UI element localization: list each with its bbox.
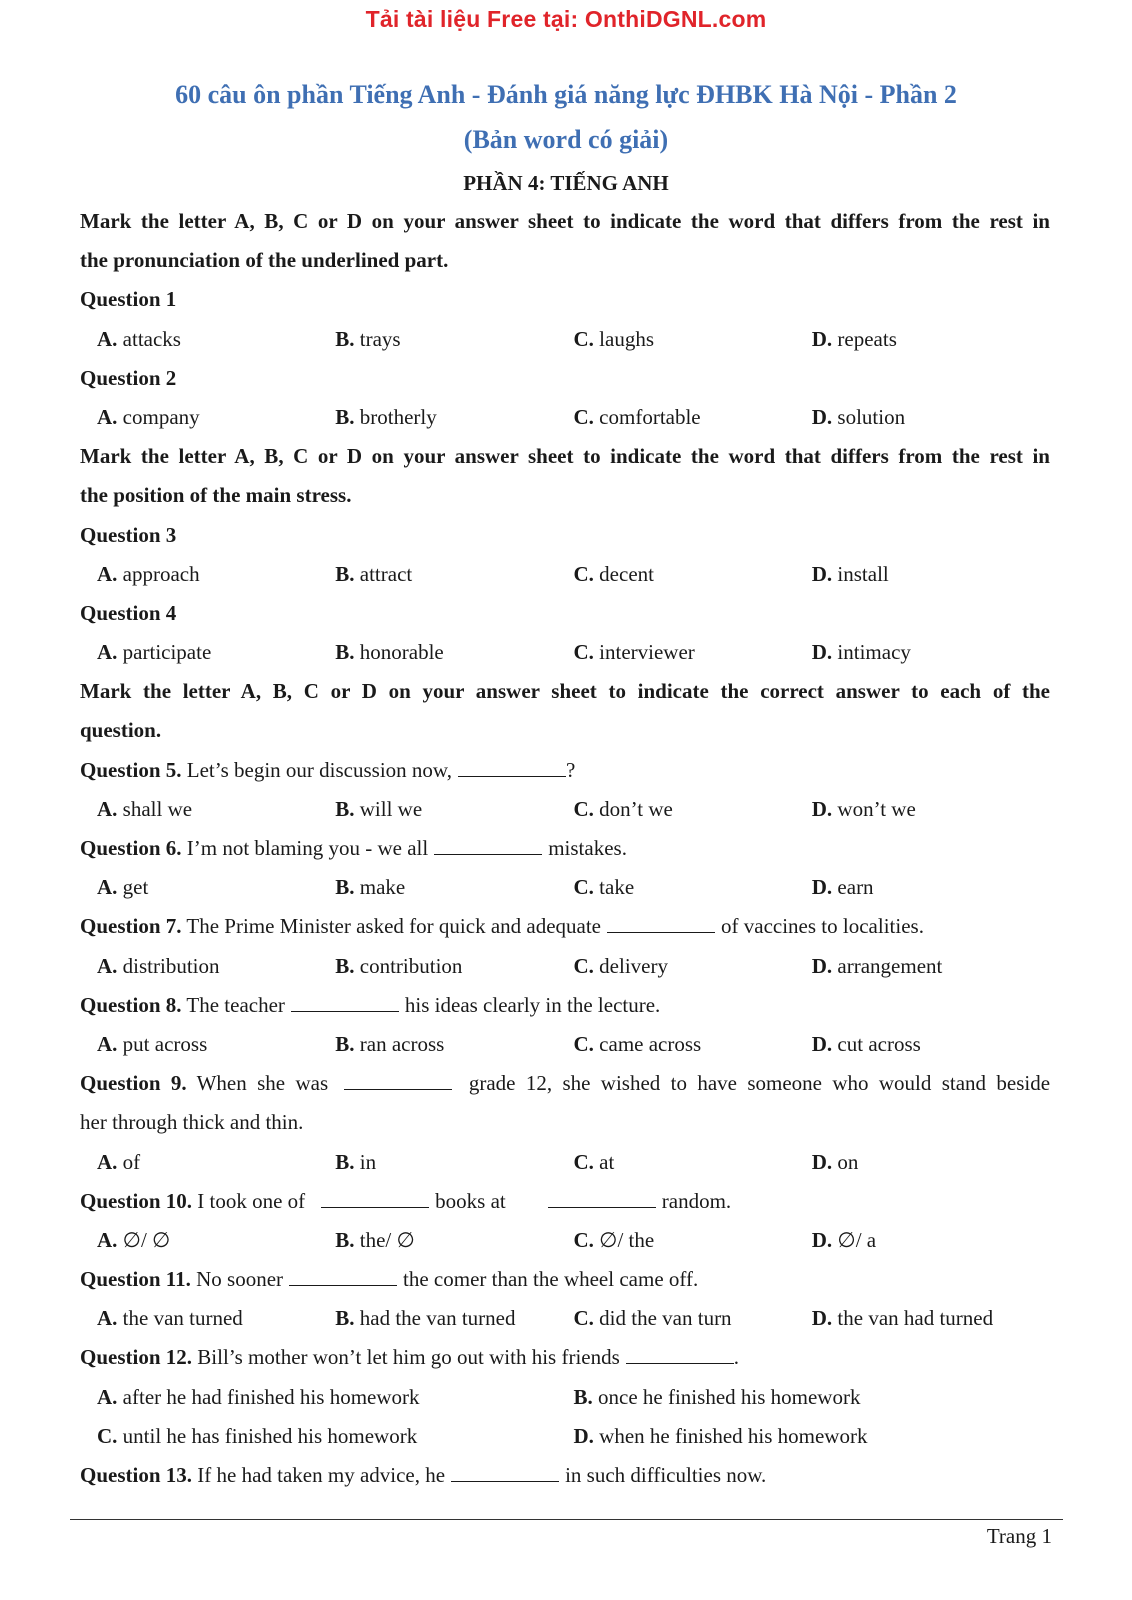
page-number: Trang 1 <box>986 1524 1052 1548</box>
answer-blank <box>321 1185 429 1208</box>
question-heading: Question 13. If he had taken my advice, he in such difficulties now. <box>80 1456 1050 1495</box>
question-label: Question 6. <box>80 836 182 860</box>
question-label: Question 10. <box>80 1188 193 1213</box>
document-title: 60 câu ôn phần Tiếng Anh - Đánh giá năng lực ĐHBK Hà Nội - Phần 2 <box>175 80 957 109</box>
option-c: C. at <box>573 1149 615 1174</box>
option-a: A. after he had finished his homework <box>97 1384 420 1409</box>
answer-blank <box>291 989 399 1012</box>
question-heading <box>80 594 1050 633</box>
question-continuation: her through thick and thin. <box>80 1110 304 1135</box>
option-d: D. won’t we <box>811 796 916 821</box>
option-b: B. brotherly <box>335 404 437 429</box>
option-b: B. make <box>335 875 406 900</box>
question-heading: Question 5. Let’s begin our discussion now, ? <box>80 751 1050 790</box>
download-banner[interactable]: Tải tài liệu Free tại: OnthiDGNL.com <box>365 6 767 32</box>
option-b: B. ran across <box>335 1031 445 1056</box>
option-row <box>80 320 1050 359</box>
option-a: A. ∅/ ∅ <box>97 1227 171 1252</box>
answer-blank <box>548 1185 656 1208</box>
option-row <box>80 1221 1050 1260</box>
instruction-line: the pronunciation of the underlined part. <box>80 248 449 273</box>
option-c: C. delivery <box>573 953 668 978</box>
option-d: D. the van had turned <box>811 1306 994 1331</box>
option-row <box>80 1299 1050 1338</box>
question-label: Question 7. <box>80 914 182 939</box>
option-a: A. participate <box>97 640 212 665</box>
option-row <box>80 790 1050 829</box>
option-d: D. on <box>811 1149 859 1174</box>
option-a: A. the van turned <box>97 1306 243 1331</box>
option-b: B. in <box>335 1149 377 1174</box>
option-c: C. laughs <box>573 326 654 351</box>
option-row <box>80 1378 1050 1417</box>
option-c: C. take <box>573 875 635 900</box>
question-heading: Question 10. I took one of books at random. <box>80 1182 1050 1221</box>
option-d: D. when he finished his homework <box>573 1423 868 1448</box>
document-subtitle: (Bản word có giải) <box>463 125 669 154</box>
option-b: B. trays <box>335 326 401 351</box>
option-c: C. did the van turn <box>573 1306 732 1331</box>
answer-blank <box>434 832 542 855</box>
option-b: B. attract <box>335 561 413 586</box>
option-c: C. ∅/ the <box>573 1227 655 1252</box>
question-label: Question 13. <box>80 1463 193 1487</box>
footer-divider <box>70 1519 1063 1520</box>
option-a: A. put across <box>97 1031 208 1056</box>
question-label: Question 11. <box>80 1267 191 1292</box>
option-d: D. repeats <box>811 326 897 351</box>
option-a: A. get <box>97 875 149 900</box>
part-heading: PHẦN 4: TIẾNG ANH <box>463 171 669 195</box>
option-a: A. company <box>97 404 200 429</box>
option-d: D. ∅/ a <box>811 1227 877 1252</box>
document-body <box>80 202 1050 1495</box>
option-b: B. had the van turned <box>335 1306 516 1331</box>
option-a: A. attacks <box>97 326 181 351</box>
instruction-line: Mark the letter A, B, C or D on your answer sheet to indicate the word that differs from the rest in <box>80 444 1050 469</box>
option-row <box>80 947 1050 986</box>
option-b: B. honorable <box>335 640 444 665</box>
option-row <box>80 555 1050 594</box>
question-label: Question 5. <box>80 757 182 782</box>
option-d: D. arrangement <box>811 953 943 978</box>
instruction-line: Mark the letter A, B, C or D on your answer sheet to indicate the correct answer to each of the <box>80 679 1050 704</box>
option-c: C. comfortable <box>573 404 701 429</box>
question-heading: Question 9. When she was grade 12, she wished to have someone who would stand beside <box>80 1064 1050 1103</box>
option-row <box>80 398 1050 437</box>
option-d: D. cut across <box>811 1031 921 1056</box>
option-row <box>80 1143 1050 1182</box>
question-label: Question 1 <box>80 287 177 312</box>
option-d: D. intimacy <box>811 640 911 665</box>
answer-blank <box>289 1263 397 1286</box>
option-c: C. don’t we <box>573 796 673 821</box>
question-label: Question 12. <box>80 1345 193 1370</box>
option-row <box>80 1025 1050 1064</box>
question-heading: Question 6. I’m not blaming you - we all mistakes. <box>80 829 1050 868</box>
option-c: C. interviewer <box>573 640 695 665</box>
option-b: B. the/ ∅ <box>335 1227 415 1252</box>
option-b: B. contribution <box>335 953 463 978</box>
question-heading <box>80 359 1050 398</box>
question-heading <box>80 280 1050 319</box>
option-a: A. of <box>97 1149 141 1174</box>
option-c: C. until he has finished his homework <box>97 1423 418 1448</box>
instruction-line: question. <box>80 718 162 743</box>
option-a: A. distribution <box>97 953 220 978</box>
answer-blank <box>344 1067 452 1090</box>
option-row <box>80 868 1050 907</box>
question-label: Question 9. <box>80 1071 187 1096</box>
option-row <box>80 1417 1050 1456</box>
instruction-line: the position of the main stress. <box>80 483 352 508</box>
instruction-line: Mark the letter A, B, C or D on your answer sheet to indicate the word that differs from the rest in <box>80 209 1050 233</box>
answer-blank <box>458 754 566 777</box>
question-heading: Question 12. Bill’s mother won’t let him go out with his friends . <box>80 1338 1050 1377</box>
question-heading: Question 11. No sooner the comer than the wheel came off. <box>80 1260 1050 1299</box>
option-d: D. solution <box>811 404 906 429</box>
option-b: B. once he finished his homework <box>573 1384 861 1409</box>
question-label: Question 4 <box>80 600 177 625</box>
answer-blank <box>451 1459 559 1482</box>
option-a: A. shall we <box>97 796 193 821</box>
option-a: A. approach <box>97 561 200 586</box>
question-heading: Question 8. The teacher his ideas clearly in the lecture. <box>80 986 1050 1025</box>
answer-blank <box>626 1341 734 1364</box>
option-d: D. earn <box>811 875 874 900</box>
question-heading: Question 7. The Prime Minister asked for quick and adequate of vaccines to localities. <box>80 907 1050 946</box>
question-label: Question 3 <box>80 522 177 547</box>
answer-blank <box>607 910 715 933</box>
option-d: D. install <box>811 561 889 586</box>
question-label: Question 2 <box>80 365 177 390</box>
option-c: C. came across <box>573 1031 702 1056</box>
option-c: C. decent <box>573 561 654 586</box>
question-label: Question 8. <box>80 992 182 1017</box>
question-heading <box>80 516 1050 555</box>
option-b: B. will we <box>335 796 423 821</box>
option-row <box>80 633 1050 672</box>
